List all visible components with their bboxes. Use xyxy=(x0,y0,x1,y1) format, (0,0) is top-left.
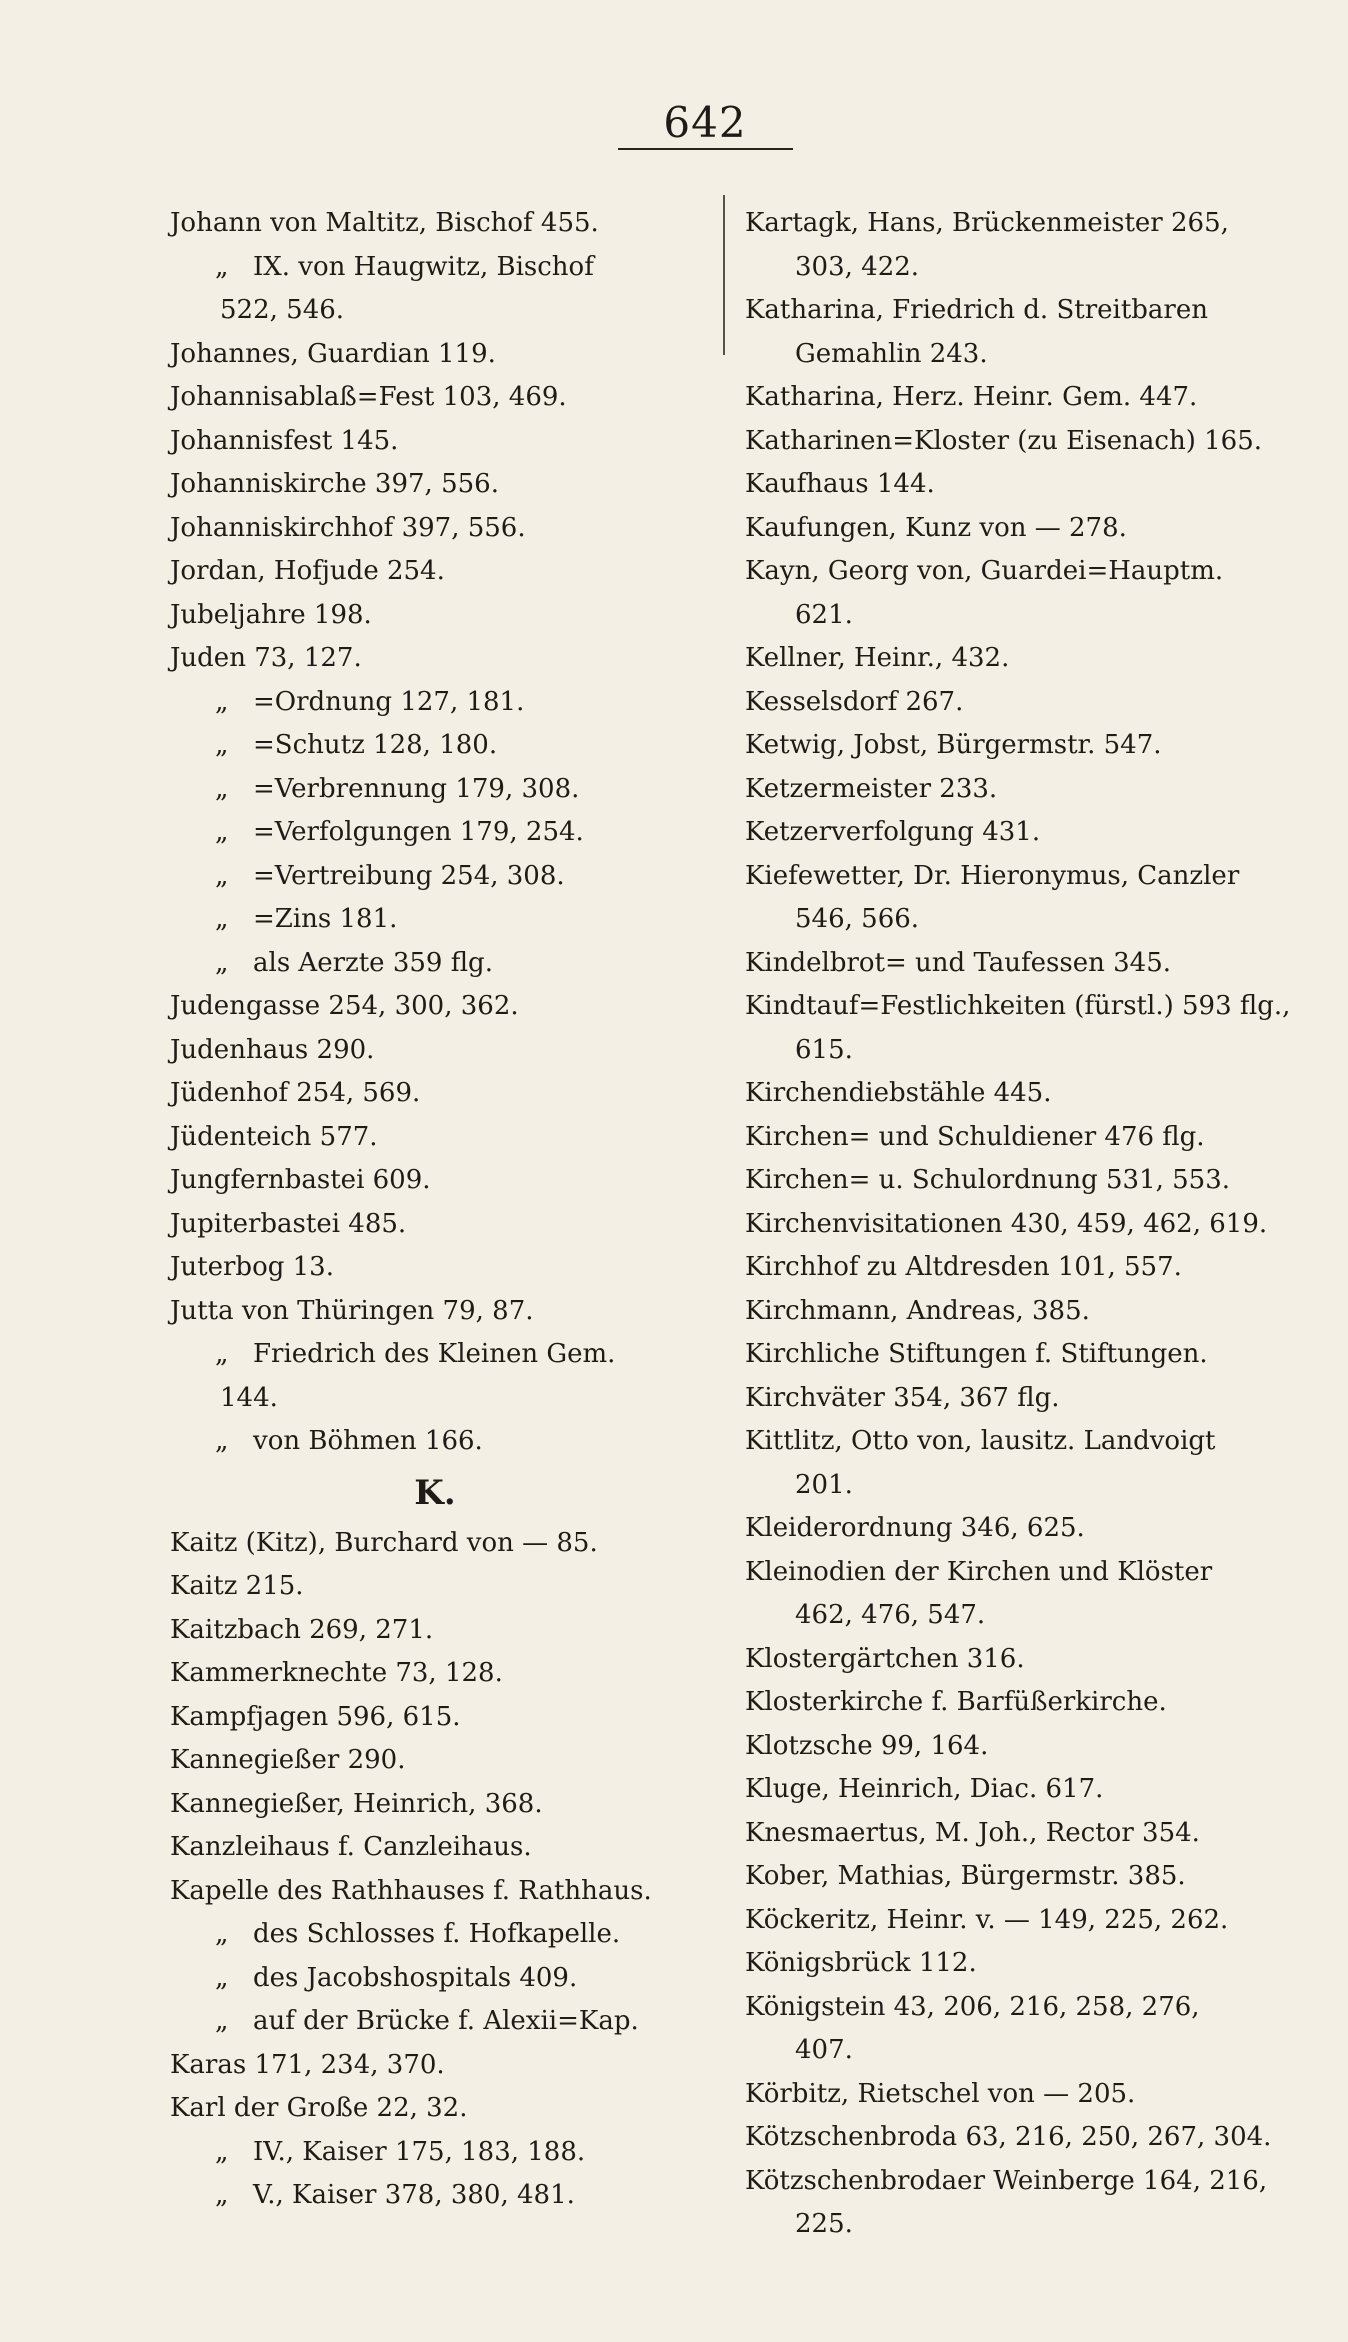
index-entry: Kirchhof zu Altdresden 101, 557. xyxy=(745,1252,1182,1282)
subentry-text: des Schlosses f. Hofkapelle. xyxy=(253,1919,621,1949)
index-subentry xyxy=(170,811,700,855)
index-entry: Johannes, Guardian 119. xyxy=(170,338,496,369)
index-continuation: 546, 566. xyxy=(795,904,920,934)
index-entry: Köckeritz, Heinr. v. — 149, 225, 262. xyxy=(745,1904,1229,1935)
index-entry: Judengasse 254, 300, 362. xyxy=(170,991,519,1021)
ditto-mark: „ xyxy=(215,2136,229,2167)
index-subentry xyxy=(170,1333,700,1377)
index-entry: Kaufhaus 144. xyxy=(745,469,935,499)
index-continuation: 621. xyxy=(795,599,853,630)
index-entry: Kartagk, Hans, Brückenmeister 265, xyxy=(745,208,1229,238)
index-continuation: Gemahlin 243. xyxy=(795,338,988,369)
index-subentry xyxy=(170,2131,700,2175)
subentry-text: =Verfolgungen 179, 254. xyxy=(253,817,584,847)
index-entry: Kellner, Heinr., 432. xyxy=(745,643,1010,673)
index-entry: Kirchväter 354, 367 flg. xyxy=(745,1382,1060,1413)
index-entry: Juterbog 13. xyxy=(170,1252,334,1282)
subentry-text: auf der Brücke f. Alexii=Kap. xyxy=(253,2006,639,2036)
index-continuation: 225. xyxy=(795,2209,853,2239)
index-entry: Kindelbrot= und Taufessen 345. xyxy=(745,947,1172,978)
index-entry: Kirchenvisitationen 430, 459, 462, 619. xyxy=(745,1208,1268,1239)
index-entry: Königstein 43, 206, 216, 258, 276, xyxy=(745,1991,1200,2022)
index-entry: Katharina, Herz. Heinr. Gem. 447. xyxy=(745,382,1198,412)
ditto-mark: „ xyxy=(215,947,229,978)
ditto-mark: „ xyxy=(215,1426,229,1456)
right-column xyxy=(745,202,1305,2247)
index-continuation: 201. xyxy=(795,1469,853,1500)
index-entry: Johann von Maltitz, Bischof 455. xyxy=(170,208,599,238)
index-entry: Kiefewetter, Dr. Hieronymus, Canzler xyxy=(745,860,1240,891)
index-entry: Karl der Große 22, 32. xyxy=(170,2093,468,2123)
subentry-text: =Schutz 128, 180. xyxy=(253,730,498,760)
index-entry: Kayn, Georg von, Guardei=Hauptm. xyxy=(745,556,1224,586)
index-entry: Karas 171, 234, 370. xyxy=(170,2049,445,2080)
ditto-mark: „ xyxy=(215,1919,229,1949)
index-entry: Körbitz, Rietschel von — 205. xyxy=(745,2078,1136,2109)
index-subentry xyxy=(170,1957,700,2001)
index-entry: Johanniskirchhof 397, 556. xyxy=(170,512,526,543)
subentry-text: =Vertreibung 254, 308. xyxy=(253,860,565,891)
index-entry: Johannisfest 145. xyxy=(170,425,399,456)
index-entry: Kammerknechte 73, 128. xyxy=(170,1658,503,1688)
ditto-mark: „ xyxy=(215,2006,229,2036)
index-subentry xyxy=(170,246,700,290)
index-subentry xyxy=(170,2000,700,2044)
section-heading: K. xyxy=(414,1472,456,1513)
subentry-text: von Böhmen 166. xyxy=(253,1426,483,1456)
index-entry: Kirchmann, Andreas, 385. xyxy=(745,1295,1090,1326)
index-entry: Ketzermeister 233. xyxy=(745,773,998,804)
left-column xyxy=(170,202,700,2218)
index-subentry xyxy=(170,1420,700,1464)
index-subentry xyxy=(170,2174,700,2218)
index-entry: Kittlitz, Otto von, lausitz. Landvoigt xyxy=(745,1426,1216,1456)
index-entry: Jutta von Thüringen 79, 87. xyxy=(170,1295,534,1326)
index-entry: Kannegießer 290. xyxy=(170,1745,406,1775)
index-entry: Kirchen= u. Schulordnung 531, 553. xyxy=(745,1165,1231,1195)
subentry-text: IX. von Haugwitz, Bischof xyxy=(253,251,594,282)
index-entry: Königsbrück 112. xyxy=(745,1948,977,1978)
index-entry: Juden 73, 127. xyxy=(170,643,362,673)
page-number: 642 xyxy=(663,98,747,147)
column-divider xyxy=(723,195,725,355)
index-entry: Kirchliche Stiftungen f. Stiftungen. xyxy=(745,1339,1208,1369)
ditto-mark: „ xyxy=(215,817,229,847)
index-entry: Kampfjagen 596, 615. xyxy=(170,1701,461,1732)
index-entry: Judenhaus 290. xyxy=(170,1034,375,1065)
index-entry: Kannegießer, Heinrich, 368. xyxy=(170,1788,543,1819)
subentry-text: =Verbrennung 179, 308. xyxy=(253,773,580,804)
subentry-text: =Zins 181. xyxy=(253,904,398,934)
header-rule xyxy=(618,148,793,150)
index-subentry xyxy=(170,768,700,812)
index-continuation: 407. xyxy=(795,2035,853,2065)
ditto-mark: „ xyxy=(215,251,229,282)
index-entry: Kirchen= und Schuldiener 476 flg. xyxy=(745,1121,1205,1152)
index-entry: Kaufungen, Kunz von — 278. xyxy=(745,512,1127,543)
ditto-mark: „ xyxy=(215,730,229,760)
subentry-text: des Jacobshospitals 409. xyxy=(253,1962,578,1993)
index-entry: Katharina, Friedrich d. Streitbaren xyxy=(745,295,1208,325)
index-entry: Klosterkirche f. Barfüßerkirche. xyxy=(745,1687,1167,1717)
index-continuation: 462, 476, 547. xyxy=(795,1600,986,1630)
index-entry: Kleinodien der Kirchen und Klöster xyxy=(745,1556,1213,1587)
ditto-mark: „ xyxy=(215,1962,229,1993)
index-entry: Kaitzbach 269, 271. xyxy=(170,1614,434,1645)
index-entry: Jüdenhof 254, 569. xyxy=(170,1078,421,1108)
index-continuation: 303, 422. xyxy=(795,251,920,282)
ditto-mark: „ xyxy=(215,686,229,717)
index-subentry xyxy=(170,898,700,942)
index-entry: Klotzsche 99, 164. xyxy=(745,1730,989,1761)
ditto-mark: „ xyxy=(215,860,229,891)
index-entry: Kötzschenbrodaer Weinberge 164, 216, xyxy=(745,2165,1268,2196)
index-entry: Klostergärtchen 316. xyxy=(745,1643,1025,1674)
index-entry: Kaitz 215. xyxy=(170,1571,304,1601)
index-entry: Knesmaertus, M. Joh., Rector 354. xyxy=(745,1817,1200,1848)
index-entry: Kirchendiebstähle 445. xyxy=(745,1078,1052,1108)
subentry-text: V., Kaiser 378, 380, 481. xyxy=(253,2180,575,2210)
index-subentry xyxy=(170,942,700,986)
index-entry: Kober, Mathias, Bürgermstr. 385. xyxy=(745,1861,1186,1891)
index-entry: Kluge, Heinrich, Diac. 617. xyxy=(745,1774,1104,1804)
index-entry: Jungfernbastei 609. xyxy=(170,1165,431,1195)
index-subentry xyxy=(170,724,700,768)
ditto-mark: „ xyxy=(215,773,229,804)
index-entry: Kötzschenbroda 63, 216, 250, 267, 304. xyxy=(745,2122,1272,2152)
index-entry: Kleiderordnung 346, 625. xyxy=(745,1513,1085,1543)
index-subentry xyxy=(170,681,700,725)
ditto-mark: „ xyxy=(215,2180,229,2210)
subentry-text: Friedrich des Kleinen Gem. xyxy=(253,1339,616,1369)
index-entry: Ketwig, Jobst, Bürgermstr. 547. xyxy=(745,730,1162,760)
index-entry: Katharinen=Kloster (zu Eisenach) 165. xyxy=(745,425,1263,456)
index-entry: Jüdenteich 577. xyxy=(170,1121,378,1152)
index-entry: Ketzerverfolgung 431. xyxy=(745,817,1041,847)
index-continuation: 615. xyxy=(795,1034,853,1065)
subentry-text: IV., Kaiser 175, 183, 188. xyxy=(253,2136,586,2167)
subentry-text: =Ordnung 127, 181. xyxy=(253,686,525,717)
index-entry: Kaitz (Kitz), Burchard von — 85. xyxy=(170,1527,598,1558)
index-subentry xyxy=(170,855,700,899)
index-entry: Johanniskirche 397, 556. xyxy=(170,469,499,499)
subentry-text: als Aerzte 359 flg. xyxy=(253,947,493,978)
index-entry: Johannisablaß=Fest 103, 469. xyxy=(170,382,567,412)
index-entry: Jupiterbastei 485. xyxy=(170,1208,407,1239)
index-subentry xyxy=(170,1913,700,1957)
ditto-mark: „ xyxy=(215,904,229,934)
index-continuation: 144. xyxy=(220,1382,278,1413)
index-entry: Jubeljahre 198. xyxy=(170,599,372,630)
index-entry: Kanzleihaus f. Canzleihaus. xyxy=(170,1832,532,1862)
index-entry: Jordan, Hofjude 254. xyxy=(170,556,445,586)
index-entry: Kindtauf=Festlichkeiten (fürstl.) 593 flg., xyxy=(745,991,1291,1021)
index-continuation: 522, 546. xyxy=(220,295,345,325)
index-entry: Kesselsdorf 267. xyxy=(745,686,964,717)
index-entry: Kapelle des Rathhauses f. Rathhaus. xyxy=(170,1875,652,1906)
ditto-mark: „ xyxy=(215,1339,229,1369)
